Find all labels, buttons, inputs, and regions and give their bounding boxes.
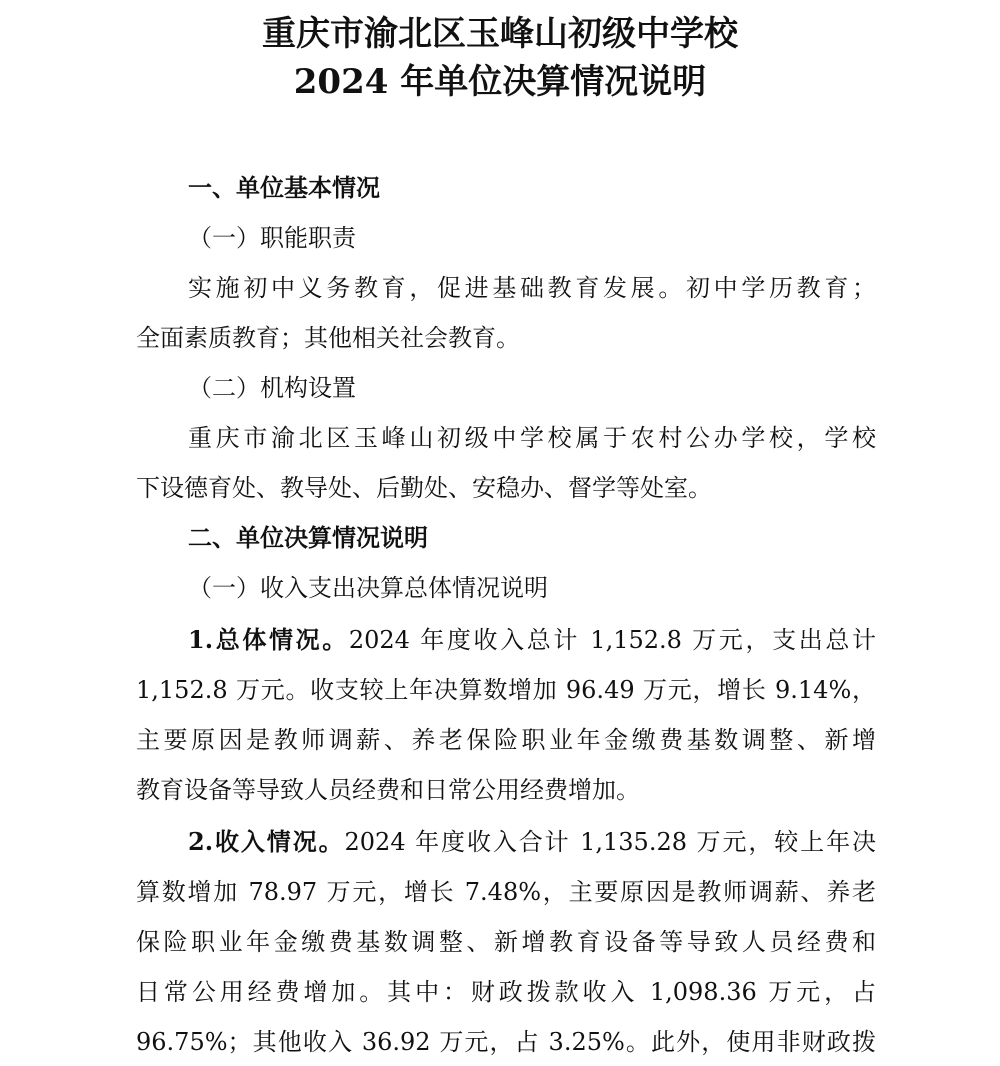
section2-sub1-heading: （一）收入支出决算总体情况说明	[188, 574, 548, 602]
section1-sub2-heading: （二）机构设置	[188, 374, 356, 402]
para2-line4: 日常公用经费增加。其中：财政拨款收入 1,098.36 万元，占	[136, 978, 876, 1006]
section1-sub1-line2: 全面素质教育；其他相关社会教育。	[136, 324, 520, 352]
document-title-line1: 重庆市渝北区玉峰山初级中学校	[262, 14, 738, 54]
section2-heading: 二、单位决算情况说明	[188, 523, 428, 552]
section1-sub1-heading: （一）职能职责	[188, 224, 356, 252]
para1-line3: 主要原因是教师调薪、养老保险职业年金缴费基数调整、新增	[136, 726, 876, 754]
para1-line1	[188, 624, 876, 656]
para1-line2: 1,152.8 万元。收支较上年决算数增加 96.49 万元，增长 9.14%，	[136, 676, 876, 704]
document-title-line2: 2024 年单位决算情况说明	[293, 62, 707, 102]
para1-line1-rest: 2024 年度收入总计 1,152.8 万元，支出总计	[348, 626, 876, 654]
section1-sub1-line1: 实施初中义务教育，促进基础教育发展。初中学历教育；	[188, 274, 876, 302]
para2-line5: 96.75%；其他收入 36.92 万元，占 3.25%。此外，使用非财政拨	[136, 1028, 876, 1056]
para2-lead: 2.收入情况。	[188, 827, 345, 856]
para2-line3: 保险职业年金缴费基数调整、新增教育设备等导致人员经费和	[136, 928, 876, 956]
para2-line1	[188, 826, 876, 858]
para1-line4: 教育设备等导致人员经费和日常公用经费增加。	[136, 776, 640, 804]
section1-sub2-line2: 下设德育处、教导处、后勤处、安稳办、督学等处室。	[136, 474, 712, 502]
para1-lead: 1.总体情况。	[188, 625, 349, 654]
para2-line1-rest: 2024 年度收入合计 1,135.28 万元，较上年决	[344, 828, 876, 856]
para2-line2: 算数增加 78.97 万元，增长 7.48%，主要原因是教师调薪、养老	[136, 878, 876, 906]
section1-sub2-line1: 重庆市渝北区玉峰山初级中学校属于农村公办学校，学校	[188, 424, 876, 452]
section1-heading: 一、单位基本情况	[188, 173, 380, 202]
